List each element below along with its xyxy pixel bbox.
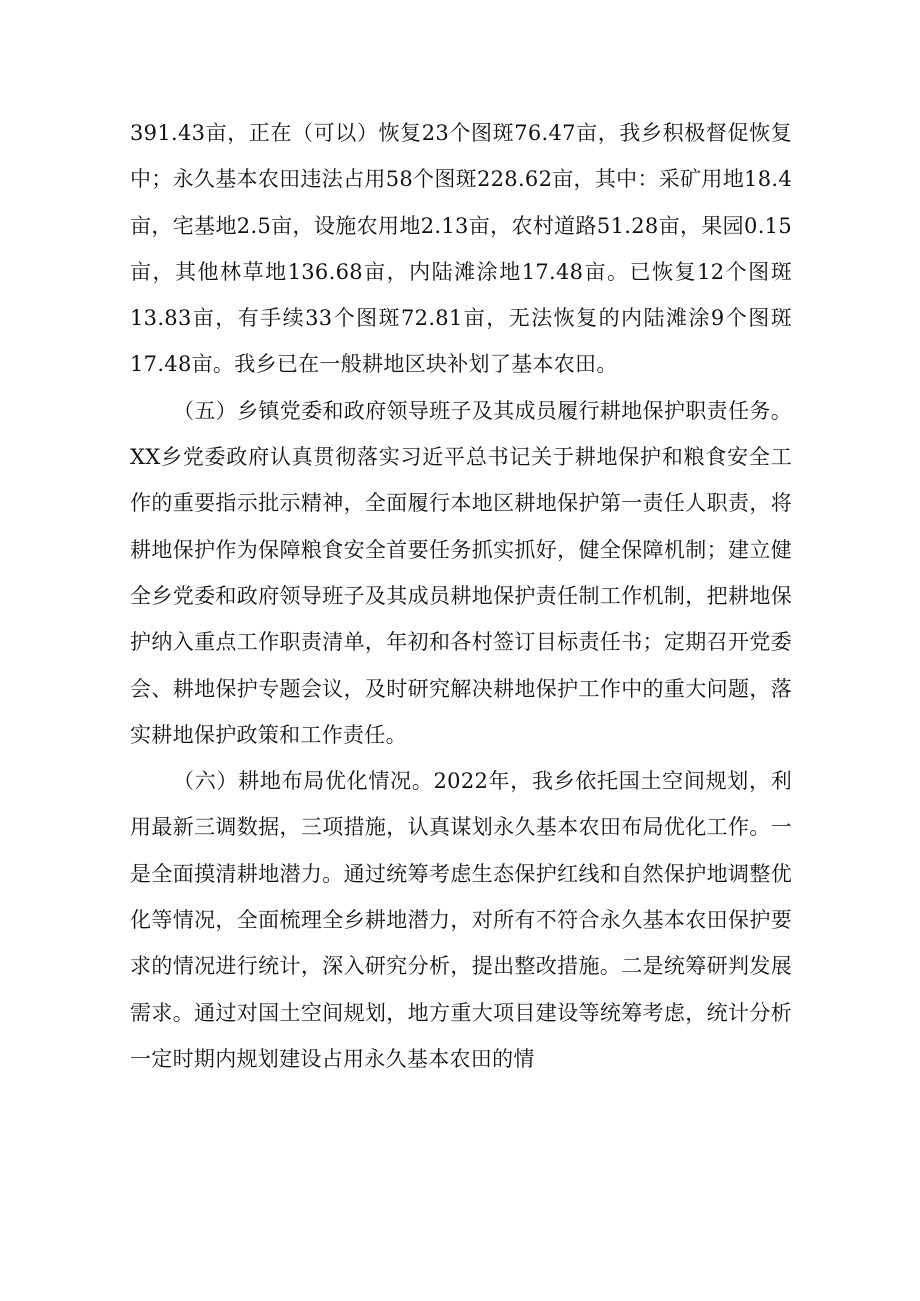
paragraph-section-five: （五）乡镇党委和政府领导班子及其成员履行耕地保护职责任务。XX乡党委政府认真贯彻落实习近平总书记关于耕地保护和粮食安全工作的重要指示批示精神，全面履行本地区耕地保护第一责任人职责，将耕地保护作为保障粮食安全首要任务抓实抓好，健全保障机制；建立健全乡党委和政府领导班子及其成员耕地保护责任制工作机制，把耕地保护纳入重点工作职责清单，年初和各村签订目标责任书；定期召开党委会、耕地保护专题会议，及时研究解决耕地保护工作中的重大问题，落实耕地保护政策和工作责任。	[130, 398, 792, 747]
paragraph-section-six: （六）耕地布局优化情况。2022年，我乡依托国土空间规划，利用最新三调数据，三项措施，认真谋划永久基本农田布局优化工作。一是全面摸清耕地潜力。通过统筹考虑生态保护红线和自然保护地调整优化等情况，全面梳理全乡耕地潜力，对所有不符合永久基本农田保护要求的情况进行统计，深入研究分析，提出整改措施。二是统筹研判发展需求。通过对国土空间规划，地方重大项目建设等统筹考虑，统计分析一定时期内规划建设占用永久基本农田的情	[130, 769, 792, 1071]
document-body	[130, 110, 792, 1082]
paragraph-continued: 391.43亩，正在（可以）恢复23个图斑76.47亩，我乡积极督促恢复中；永久基本农田违法占用58个图斑228.62亩，其中：采矿用地18.4亩，宅基地2.5亩，设施农用地2.13亩，农村道路51.28亩，果园0.15亩，其他林草地136.68亩，内陆滩涂地17.48亩。已恢复12个图斑13.83亩，有手续33个图斑72.81亩，无法恢复的内陆滩涂9个图斑17.48亩。我乡已在一般耕地区块补划了基本农田。	[130, 121, 792, 377]
